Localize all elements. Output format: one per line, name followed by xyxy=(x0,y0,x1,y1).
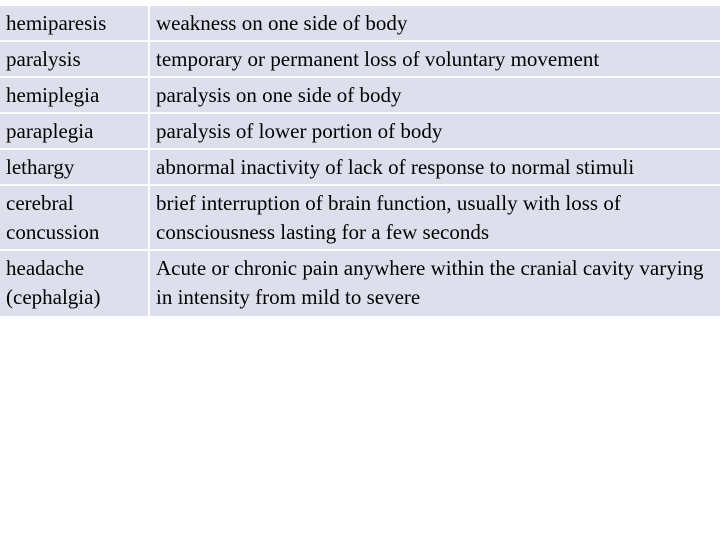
definition-cell: temporary or permanent loss of voluntary movement xyxy=(150,42,720,78)
definition-cell: weakness on one side of body xyxy=(150,6,720,42)
term-cell: headache (cephalgia) xyxy=(0,251,150,316)
definition-cell: Acute or chronic pain anywhere within the cranial cavity varying in intensity from mild to severe xyxy=(150,251,720,316)
term-cell: hemiplegia xyxy=(0,78,150,114)
term-cell: hemiparesis xyxy=(0,6,150,42)
definition-cell: paralysis of lower portion of body xyxy=(150,114,720,150)
table-row xyxy=(0,251,720,316)
definition-cell: brief interruption of brain function, usually with loss of consciousness lasting for a few seconds xyxy=(150,186,720,251)
term-cell: cerebral concussion xyxy=(0,186,150,251)
table-row xyxy=(0,150,720,186)
term-cell: paralysis xyxy=(0,42,150,78)
table-row xyxy=(0,114,720,150)
table-row xyxy=(0,78,720,114)
definition-cell: abnormal inactivity of lack of response to normal stimuli xyxy=(150,150,720,186)
table-row xyxy=(0,186,720,251)
table-row xyxy=(0,6,720,42)
term-cell: paraplegia xyxy=(0,114,150,150)
terms-table xyxy=(0,6,720,316)
term-cell: lethargy xyxy=(0,150,150,186)
table-row xyxy=(0,42,720,78)
definition-cell: paralysis on one side of body xyxy=(150,78,720,114)
